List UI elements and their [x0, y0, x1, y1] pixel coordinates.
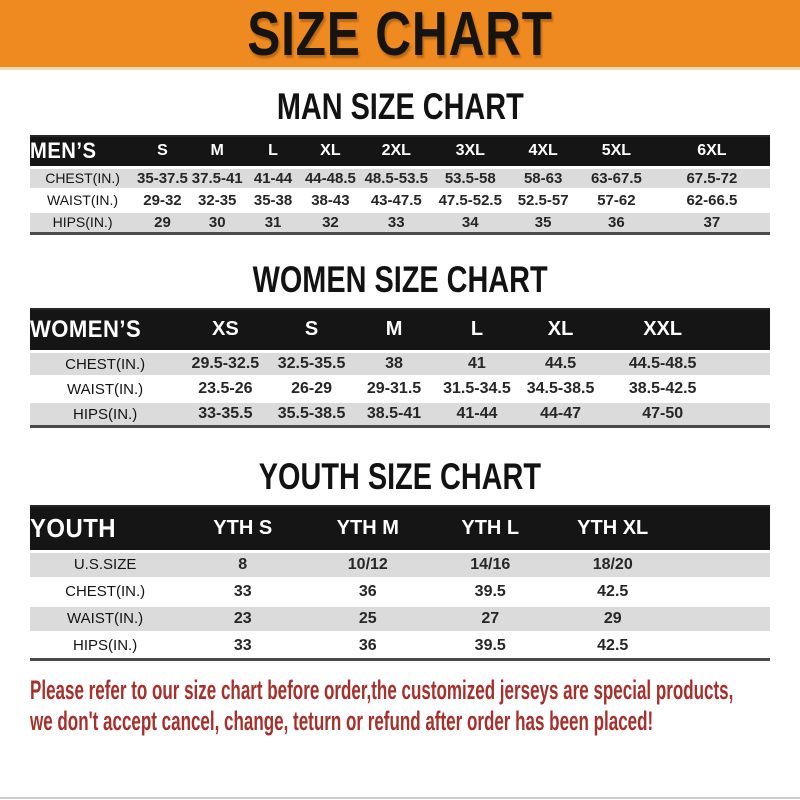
row-spacer [723, 352, 770, 377]
women-table-corner-label: WOMEN’S [30, 315, 142, 343]
row-spacer [675, 632, 770, 659]
value-cell: 36 [358, 636, 377, 654]
value-cell: 29.5-32.5 [191, 355, 260, 372]
value-cell: 8 [238, 555, 248, 573]
men-table-corner-label: MEN’S [30, 138, 97, 164]
table-row [30, 211, 770, 233]
women-size-chart-heading [0, 258, 800, 300]
page-bottom-line [0, 797, 800, 799]
value-cell: 67.5-72 [686, 169, 738, 187]
row-spacer [723, 377, 770, 402]
column-header: XS [212, 318, 239, 341]
value-cell: 14/16 [470, 555, 511, 573]
value-cell: 35 [534, 213, 552, 231]
column-header: 5XL [601, 142, 632, 160]
column-header: YTH S [213, 516, 273, 539]
row-label: WAIST(IN.) [47, 192, 119, 208]
man-size-chart-heading-text: MAN SIZE CHART [276, 86, 524, 127]
value-cell: 39.5 [474, 636, 506, 654]
value-cell: 35.5-38.5 [277, 405, 346, 422]
youth-size-table [30, 505, 770, 661]
column-header: 6XL [697, 142, 727, 160]
youth-table-corner-label: YOUTH [30, 512, 117, 543]
row-label: HIPS(IN.) [73, 637, 138, 654]
column-header: S [157, 142, 168, 160]
table-row [30, 377, 770, 402]
footer-note [30, 675, 800, 737]
value-cell: 52.5-57 [517, 191, 569, 209]
women-size-chart-heading-text: WOMEN SIZE CHART [252, 258, 548, 300]
value-cell: 39.5 [474, 582, 506, 600]
women-size-chart-section [0, 258, 800, 429]
value-cell: 35-37.5 [137, 169, 188, 187]
value-cell: 25 [358, 609, 377, 627]
column-header: YTH XL [577, 516, 649, 539]
row-label: HIPS(IN.) [52, 214, 113, 230]
value-cell: 38.5-41 [366, 405, 422, 422]
row-spacer [675, 605, 770, 632]
column-header: YTH M [336, 516, 399, 539]
row-spacer [675, 551, 770, 578]
youth-table-corner-cell [30, 506, 180, 551]
value-cell: 29-31.5 [366, 380, 422, 397]
row-label: CHEST(IN.) [65, 583, 146, 600]
value-cell: 63-67.5 [590, 169, 642, 187]
value-cell: 38 [385, 355, 403, 372]
value-cell: 32.5-35.5 [277, 355, 346, 372]
value-cell: 29-32 [143, 191, 182, 209]
value-cell: 29 [154, 213, 171, 231]
row-label: U.S.SIZE [73, 556, 137, 573]
value-cell: 41 [468, 355, 486, 372]
value-cell: 34.5-38.5 [526, 380, 595, 397]
value-cell: 44-47 [540, 405, 581, 422]
table-row [30, 551, 770, 578]
value-cell: 42.5 [597, 582, 629, 600]
women-table-corner-cell [30, 309, 180, 352]
column-header: S [304, 318, 319, 341]
column-header: YTH L [461, 516, 520, 539]
table-row [30, 402, 770, 427]
header-spacer [723, 309, 770, 352]
value-cell: 57-62 [597, 191, 636, 209]
table-row [30, 632, 770, 659]
footer-note-line-1: Please refer to our size chart before order,the customized jerseys are special products, [30, 674, 734, 705]
value-cell: 36 [608, 213, 625, 231]
value-cell: 31.5-34.5 [443, 380, 511, 397]
column-header: XXL [643, 318, 683, 341]
table-row [30, 605, 770, 632]
value-cell: 38-43 [311, 191, 350, 209]
table-row [30, 578, 770, 605]
row-spacer [675, 578, 770, 605]
value-cell: 23.5-26 [198, 380, 253, 397]
men-table-header-row [30, 136, 770, 167]
value-cell: 53.5-58 [444, 169, 496, 187]
value-cell: 30 [208, 213, 226, 231]
banner [0, 0, 800, 70]
women-table-header-row [30, 309, 770, 352]
value-cell: 23 [233, 609, 252, 627]
man-size-chart-heading [0, 88, 800, 126]
column-header: M [210, 142, 224, 160]
value-cell: 34 [461, 213, 479, 231]
value-cell: 10/12 [347, 555, 388, 573]
value-cell: 62-66.5 [686, 191, 738, 209]
value-cell: 42.5 [597, 636, 629, 654]
row-label: CHEST(IN.) [45, 170, 120, 186]
value-cell: 41-44 [253, 169, 293, 187]
value-cell: 37 [703, 213, 721, 231]
row-label: WAIST(IN.) [67, 380, 144, 398]
value-cell: 33-35.5 [198, 405, 253, 422]
value-cell: 37.5-41 [191, 169, 243, 187]
row-label: CHEST(IN.) [65, 355, 146, 373]
youth-size-chart-section [0, 458, 800, 661]
column-header: M [385, 318, 403, 341]
column-header: L [470, 318, 484, 341]
value-cell: 33 [387, 213, 405, 231]
value-cell: 35-38 [253, 191, 293, 209]
men-size-table [30, 135, 770, 235]
value-cell: 33 [233, 582, 252, 600]
column-header: L [268, 142, 278, 160]
value-cell: 58-63 [523, 169, 563, 187]
women-size-table [30, 308, 770, 429]
value-cell: 18/20 [592, 555, 633, 573]
row-label: WAIST(IN.) [67, 610, 144, 627]
value-cell: 44-48.5 [304, 169, 356, 187]
value-cell: 47-50 [642, 405, 684, 422]
table-row [30, 167, 770, 189]
value-cell: 31 [264, 213, 282, 231]
value-cell: 47.5-52.5 [438, 191, 502, 209]
column-header: 4XL [528, 142, 558, 160]
column-header: 3XL [455, 142, 485, 160]
value-cell: 32 [322, 213, 339, 231]
size-chart-title: SIZE CHART [247, 0, 553, 69]
value-cell: 43-47.5 [370, 191, 422, 209]
column-header: 2XL [381, 142, 411, 160]
header-spacer [675, 506, 770, 551]
youth-table-header-row [30, 506, 770, 551]
column-header: XL [547, 318, 574, 341]
value-cell: 33 [233, 636, 252, 654]
value-cell: 29 [603, 609, 622, 627]
value-cell: 27 [481, 609, 500, 627]
value-cell: 44.5 [544, 355, 577, 372]
value-cell: 38.5-42.5 [628, 380, 697, 397]
row-label: HIPS(IN.) [73, 405, 138, 423]
table-row [30, 189, 770, 211]
value-cell: 26-29 [291, 380, 332, 397]
value-cell: 48.5-53.5 [364, 169, 428, 187]
value-cell: 32-35 [198, 191, 237, 209]
value-cell: 36 [358, 582, 377, 600]
footer-note-line-2: we don't accept cancel, change, teturn or refund after order has been placed! [30, 705, 654, 736]
value-cell: 41-44 [456, 405, 498, 422]
column-header: XL [320, 142, 341, 160]
youth-size-chart-heading [0, 458, 800, 496]
man-size-chart-section [0, 88, 800, 235]
youth-size-chart-heading-text: YOUTH SIZE CHART [258, 456, 542, 497]
men-table-corner-cell [30, 136, 135, 167]
value-cell: 44.5-48.5 [628, 355, 697, 372]
table-row [30, 352, 770, 377]
row-spacer [723, 402, 770, 427]
